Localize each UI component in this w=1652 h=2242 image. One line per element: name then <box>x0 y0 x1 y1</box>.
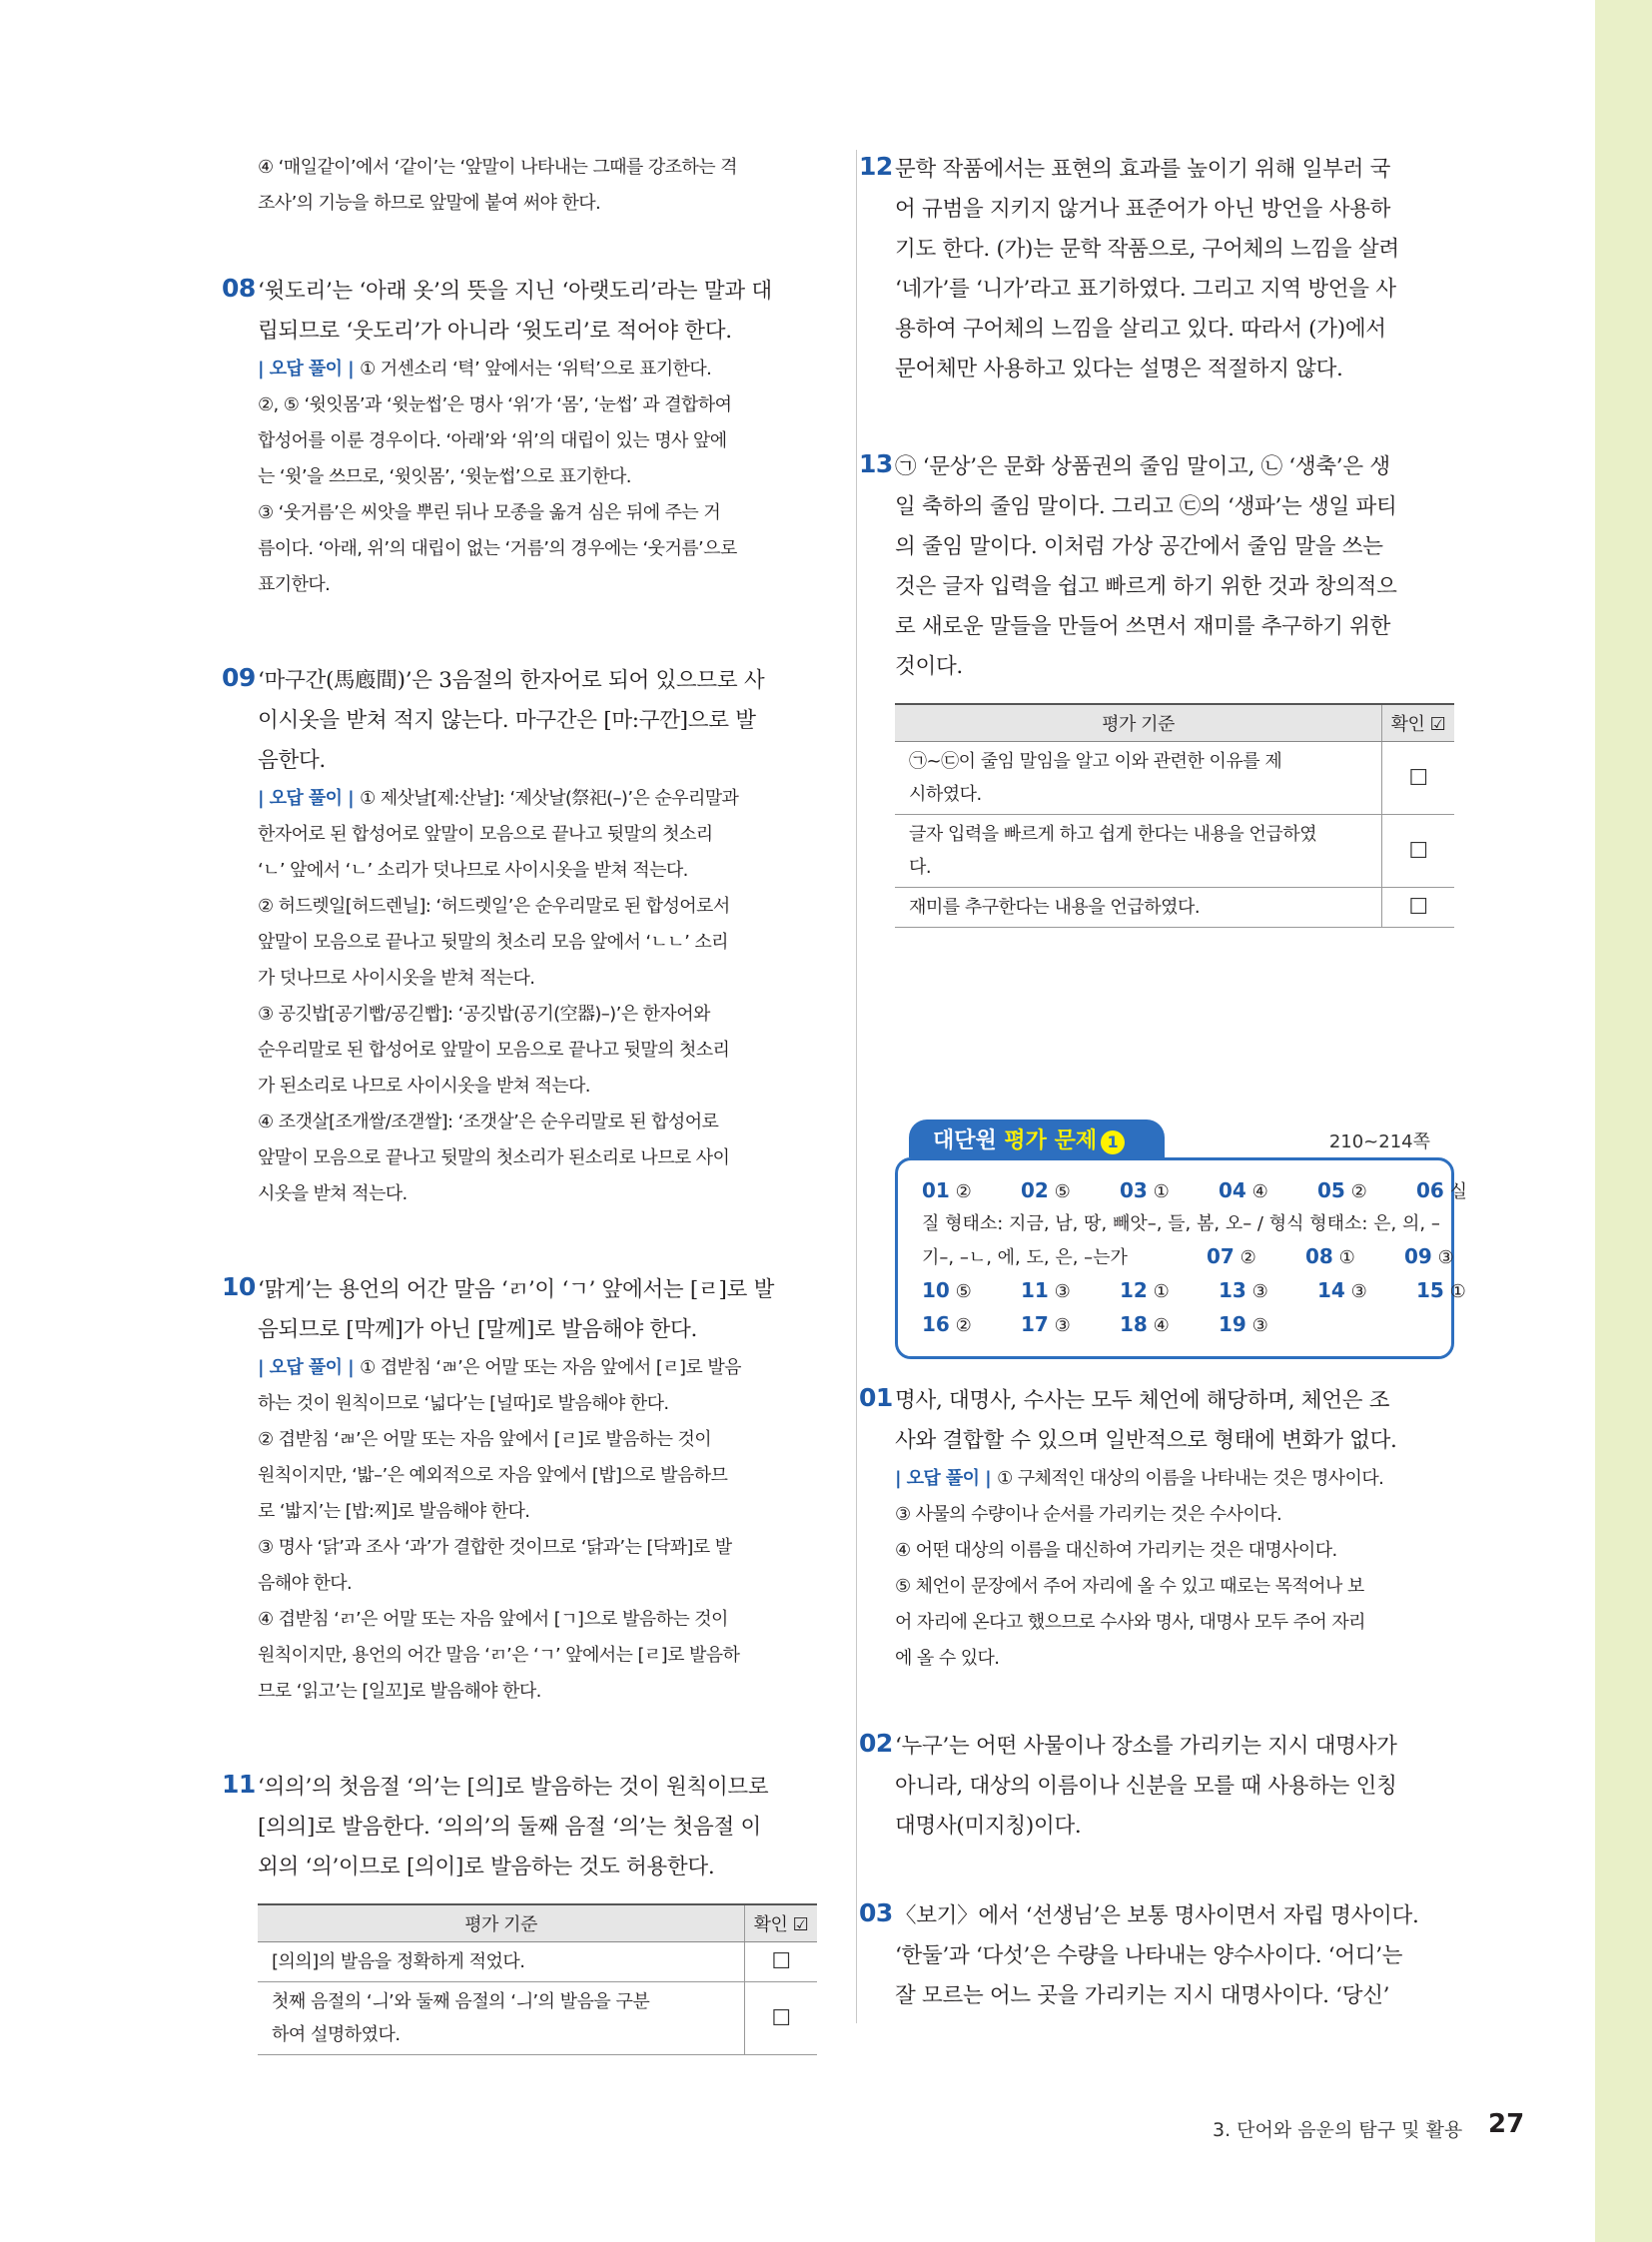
explanation-line: 므로 ‘읽고’는 [일꼬]로 발음해야 한다. <box>258 1681 541 1702</box>
answer-text: ‘누구’는 어떤 사물이나 장소를 가리키는 지시 대명사가 <box>895 1734 1397 1759</box>
explanation-line: ④ 조갯살[조개쌀/조갣쌀]: ‘조갯살’은 순우리말로 된 합성어로 <box>258 1112 719 1132</box>
evaluation-table <box>895 703 1454 928</box>
answer-text: ‘윗도리’는 ‘아래 옷’의 뜻을 지닌 ‘아랫도리’라는 말과 대 <box>258 279 772 304</box>
explanation-line: 가 된소리로 나므로 사이시옷을 받쳐 적는다. <box>258 1076 590 1097</box>
explanation-line: 에 올 수 있다. <box>895 1648 1000 1669</box>
intro-line: 조사’의 기능을 하므로 앞말에 붙여 써야 한다. <box>258 193 601 214</box>
answer-text: ‘맑게’는 용언의 어간 말음 ‘ㄺ’이 ‘ㄱ’ 앞에서는 [ㄹ]로 발 <box>258 1277 775 1302</box>
answer-text: 것은 글자 입력을 쉽고 빠르게 하기 위한 것과 창의적으 <box>895 574 1397 599</box>
wrong-answer-tag: | 오답 풀이 | <box>895 1468 992 1489</box>
explanation-line: 시옷을 받쳐 적는다. <box>258 1183 408 1204</box>
explanation-line: ②, ⑤ ‘윗잇몸’과 ‘윗눈썹’은 명사 ‘위’가 ‘몸’, ‘눈썹’ 과 결합하여 <box>258 394 732 415</box>
answer-row: 질 형태소: 지금, 남, 땅, 빼앗–, 들, 봄, 오– / 형식 형태소: 은, 의, – <box>922 1213 1440 1234</box>
check-header: 확인 ☑ <box>745 1904 818 1942</box>
question-number: 02 <box>859 1729 893 1758</box>
answer-key-box <box>895 1157 1467 1359</box>
answer-text: 어 규범을 지키지 않거나 표준어가 아닌 방언을 사용하 <box>895 197 1391 222</box>
explanation-line: ② 겹받침 ‘ㄼ’은 어말 또는 자음 앞에서 [ㄹ]로 발음하는 것이 <box>258 1429 712 1450</box>
answer-text: 음한다. <box>258 748 326 773</box>
explanation-line: ③ ‘웃거름’은 씨앗을 뿌린 뒤나 모종을 옮겨 심은 뒤에 주는 거 <box>258 502 721 523</box>
explanation-line: 가 덧나므로 사이시옷을 받쳐 적는다. <box>258 968 535 989</box>
explanation-line: ② 허드렛일[허드렌닐]: ‘허드렛일’은 순우리말로 된 합성어로서 <box>258 896 730 917</box>
answer-text: 음되므로 [막께]가 아닌 [말께]로 발음해야 한다. <box>258 1317 698 1342</box>
answer-row: 16 ② 17 ③ 18 ④ 19 ③ <box>922 1312 1268 1336</box>
answer-text: 잘 모르는 어느 곳을 가리키는 지시 대명사이다. ‘당신’ <box>895 1983 1390 2008</box>
question-number: 10 <box>222 1272 256 1301</box>
table-row <box>258 1982 817 2055</box>
wrong-answer-tag: | 오답 풀이 | <box>258 1357 355 1378</box>
page-range: 210~214쪽 <box>1328 1131 1430 1152</box>
answer-text: 대명사(미지칭)이다. <box>895 1814 1082 1839</box>
explanation-line: 앞말이 모음으로 끝나고 뒷말의 첫소리 모음 앞에서 ‘ㄴㄴ’ 소리 <box>258 932 728 953</box>
answer-row: 10 ⑤ 11 ③ 12 ① 13 ③ 14 ③ 15 ① <box>922 1278 1466 1302</box>
question-12 <box>859 150 1454 389</box>
checkbox[interactable]: ☐ <box>1382 888 1455 928</box>
explanation-line: 원칙이지만, ‘밟–’은 예외적으로 자음 앞에서 [밥]으로 발음하므 <box>258 1465 728 1486</box>
question-08 <box>222 272 817 603</box>
explanation-line: | 오답 풀이 | ① 구체적인 대상의 이름을 나타내는 것은 명사이다. <box>895 1468 1384 1489</box>
question-10 <box>222 1270 817 1710</box>
explanation-line: 합성어를 이룬 경우이다. ‘아래’와 ‘위’의 대립이 있는 명사 앞에 <box>258 430 727 451</box>
number-badge: 1 <box>1101 1130 1125 1154</box>
explanation-line: | 오답 풀이 | ① 제삿날[제:산날]: ‘제삿날(祭祀(–)’은 순우리말과 <box>258 788 739 809</box>
checkbox[interactable]: ☐ <box>1382 815 1455 888</box>
question-number: 08 <box>222 274 256 303</box>
criterion-text: 첫째 음절의 ‘ㅢ’와 둘째 음절의 ‘ㅢ’의 발음을 구분 하여 설명하였다. <box>258 1982 745 2055</box>
checkbox[interactable]: ☐ <box>745 1982 818 2055</box>
answer-text: 명사, 대명사, 수사는 모두 체언에 해당하며, 체언은 조 <box>895 1388 1390 1413</box>
table-row <box>895 815 1454 888</box>
explanation-line: 음해야 한다. <box>258 1573 353 1594</box>
question-number: 12 <box>859 152 893 181</box>
criterion-text: 재미를 추구한다는 내용을 언급하였다. <box>895 888 1382 928</box>
answer-text: 이시옷을 받쳐 적지 않는다. 마구간은 [마:구깐]으로 발 <box>258 708 756 733</box>
wrong-answer-tag: | 오답 풀이 | <box>258 788 355 809</box>
explanation-line: 표기한다. <box>258 574 331 595</box>
question-number: 13 <box>859 449 893 478</box>
question-11 <box>222 1768 817 2055</box>
side-color-strip <box>1595 0 1652 2242</box>
answer-row: 01 ② 02 ⑤ 03 ① 04 ④ 05 ② 06 실 <box>922 1178 1467 1202</box>
answer-text: [의의]로 발음한다. ‘의의’의 둘째 음절 ‘의’는 첫음절 이 <box>258 1815 761 1840</box>
answer-row: 기–, –ㄴ, 에, 도, 은, –는가 07 ② 08 ① 09 ③ <box>922 1244 1454 1268</box>
table-row <box>895 742 1454 815</box>
answer-text: 용하여 구어체의 느낌을 살리고 있다. 따라서 (가)에서 <box>895 317 1386 342</box>
right-column <box>859 150 1467 2016</box>
explanation-line: 름이다. ‘아래, 위’의 대립이 없는 ‘거름’의 경우에는 ‘웃거름’으로 <box>258 538 737 559</box>
criterion-text: ㉠~㉢이 줄임 말임을 알고 이와 관련한 이유를 제 시하였다. <box>895 742 1382 815</box>
explanation-line: 순우리말로 된 합성어로 앞말이 모음으로 끝나고 뒷말의 첫소리 <box>258 1040 730 1061</box>
table-header: 평가 기준 <box>895 704 1382 742</box>
answer-text: 립되므로 ‘웃도리’가 아니라 ‘윗도리’로 적어야 한다. <box>258 319 732 344</box>
criterion-text: [의의]의 발음을 정확하게 적었다. <box>258 1942 745 1982</box>
explanation-line: 는 ‘윗’을 쓰므로, ‘윗잇몸’, ‘윗눈썹’으로 표기한다. <box>258 466 631 487</box>
explanation-line: 하는 것이 원칙이므로 ‘넓다’는 [널따]로 발음해야 한다. <box>258 1393 669 1414</box>
question-number: 11 <box>222 1770 256 1799</box>
answer-01 <box>859 1381 1454 1677</box>
criterion-text: 글자 입력을 빠르게 하고 쉽게 한다는 내용을 언급하였 다. <box>895 815 1382 888</box>
explanation-line: 원칙이지만, 용언의 어간 말음 ‘ㄺ’은 ‘ㄱ’ 앞에서는 [ㄹ]로 발음하 <box>258 1645 740 1666</box>
table-row <box>895 888 1454 928</box>
table-header: 평가 기준 <box>258 1904 745 1942</box>
answer-text: 외의 ‘의’이므로 [의이]로 발음하는 것도 허용한다. <box>258 1855 715 1879</box>
question-09 <box>222 661 817 1212</box>
explanation-line: 한자어로 된 합성어로 앞말이 모음으로 끝나고 뒷말의 첫소리 <box>258 824 713 845</box>
answer-text: ‘의의’의 첫음절 ‘의’는 [의]로 발음하는 것이 원칙이므로 <box>258 1775 769 1800</box>
answer-key-tab: 대단원 평가 문제 1 <box>909 1120 1165 1157</box>
answer-text: 아니라, 대상의 이름이나 신분을 모를 때 사용하는 인칭 <box>895 1774 1397 1799</box>
explanation-line: ‘ㄴ’ 앞에서 ‘ㄴ’ 소리가 덧나므로 사이시옷을 받쳐 적는다. <box>258 860 688 881</box>
evaluation-table <box>258 1903 817 2055</box>
answer-text: 사와 결합할 수 있으며 일반적으로 형태에 변화가 없다. <box>895 1428 1397 1453</box>
checkbox[interactable]: ☐ <box>745 1942 818 1982</box>
answer-text: 로 새로운 말들을 만들어 쓰면서 재미를 추구하기 위한 <box>895 614 1391 639</box>
explanation-line: ④ 어떤 대상의 이름을 대신하여 가리키는 것은 대명사이다. <box>895 1540 1337 1561</box>
question-number: 09 <box>222 663 256 692</box>
explanation-line: ③ 명사 ‘닭’과 조사 ‘과’가 결합한 것이므로 ‘닭과’는 [닥꽈]로 발 <box>258 1537 732 1558</box>
chapter-title: 3. 단어와 음운의 탐구 및 활용 <box>1213 2119 1463 2141</box>
checkbox[interactable]: ☐ <box>1382 742 1455 815</box>
check-header: 확인 ☑ <box>1382 704 1455 742</box>
answer-text: ‘네가’를 ‘니가’라고 표기하였다. 그리고 지역 방언을 사 <box>895 277 1396 302</box>
explanation-line: ④ 겹받침 ‘ㄺ’은 어말 또는 자음 앞에서 [ㄱ]으로 발음하는 것이 <box>258 1609 728 1630</box>
answer-text: 것이다. <box>895 654 963 679</box>
question-13 <box>859 447 1454 928</box>
answer-key-section <box>895 1128 1467 1359</box>
table-row <box>258 1942 817 1982</box>
answer-02 <box>859 1727 1454 1847</box>
explanation-line: 로 ‘밟지’는 [밥:찌]로 발음해야 한다. <box>258 1501 530 1522</box>
explanation-line: ③ 공깃밥[공기빱/공긷빱]: ‘공깃밥(공기(空器)–)’은 한자어와 <box>258 1004 710 1025</box>
answer-text: ‘마구간(馬廏間)’은 3음절의 한자어로 되어 있으므로 사 <box>258 668 765 693</box>
answer-text: 일 축하의 줄임 말이다. 그리고 ㉢의 ‘생파’는 생일 파티 <box>895 494 1397 519</box>
explanation-line: 어 자리에 온다고 했으므로 수사와 명사, 대명사 모두 주어 자리 <box>895 1612 1365 1633</box>
explanation-line: | 오답 풀이 | ① 겹받침 ‘ㄼ’은 어말 또는 자음 앞에서 [ㄹ]로 발음 <box>258 1357 741 1378</box>
answer-03 <box>859 1896 1454 2016</box>
answer-text: 문학 작품에서는 표현의 효과를 높이기 위해 일부러 국 <box>895 157 1391 182</box>
intro-line: ④ ‘매일같이’에서 ‘같이’는 ‘앞말이 나타내는 그때를 강조하는 격 <box>258 157 737 178</box>
question-number: 03 <box>859 1898 893 1927</box>
left-column <box>222 150 817 2055</box>
question-number: 01 <box>859 1383 893 1412</box>
explanation-line: ③ 사물의 수량이나 순서를 가리키는 것은 수사이다. <box>895 1504 1282 1525</box>
answer-text: ㉠ ‘문상’은 문화 상품권의 줄임 말이고, ㉡ ‘생축’은 생 <box>895 454 1390 479</box>
wrong-answer-tag: | 오답 풀이 | <box>258 359 355 379</box>
answer-text: 〈보기〉에서 ‘선생님’은 보통 명사이면서 자립 명사이다. <box>895 1903 1419 1928</box>
answer-text: 문어체만 사용하고 있다는 설명은 적절하지 않다. <box>895 357 1343 381</box>
explanation-line: 앞말이 모음으로 끝나고 뒷말의 첫소리가 된소리로 나므로 사이 <box>258 1147 730 1168</box>
explanation-line: | 오답 풀이 | ① 거센소리 ‘텩’ 앞에서는 ‘위턱’으로 표기한다. <box>258 359 712 379</box>
answer-text: ‘한둘’과 ‘다섯’은 수량을 나타내는 양수사이다. ‘어디’는 <box>895 1943 1403 1968</box>
column-divider <box>856 150 857 2023</box>
answer-text: 의 줄임 말이다. 이처럼 가상 공간에서 줄임 말을 쓰는 <box>895 534 1383 559</box>
explanation-line: ⑤ 체언이 문장에서 주어 자리에 올 수 있고 때로는 목적어나 보 <box>895 1576 1364 1597</box>
answer-text: 기도 한다. (가)는 문학 작품으로, 구어체의 느낌을 살려 <box>895 237 1399 262</box>
page-number: 27 <box>1488 2109 1525 2139</box>
